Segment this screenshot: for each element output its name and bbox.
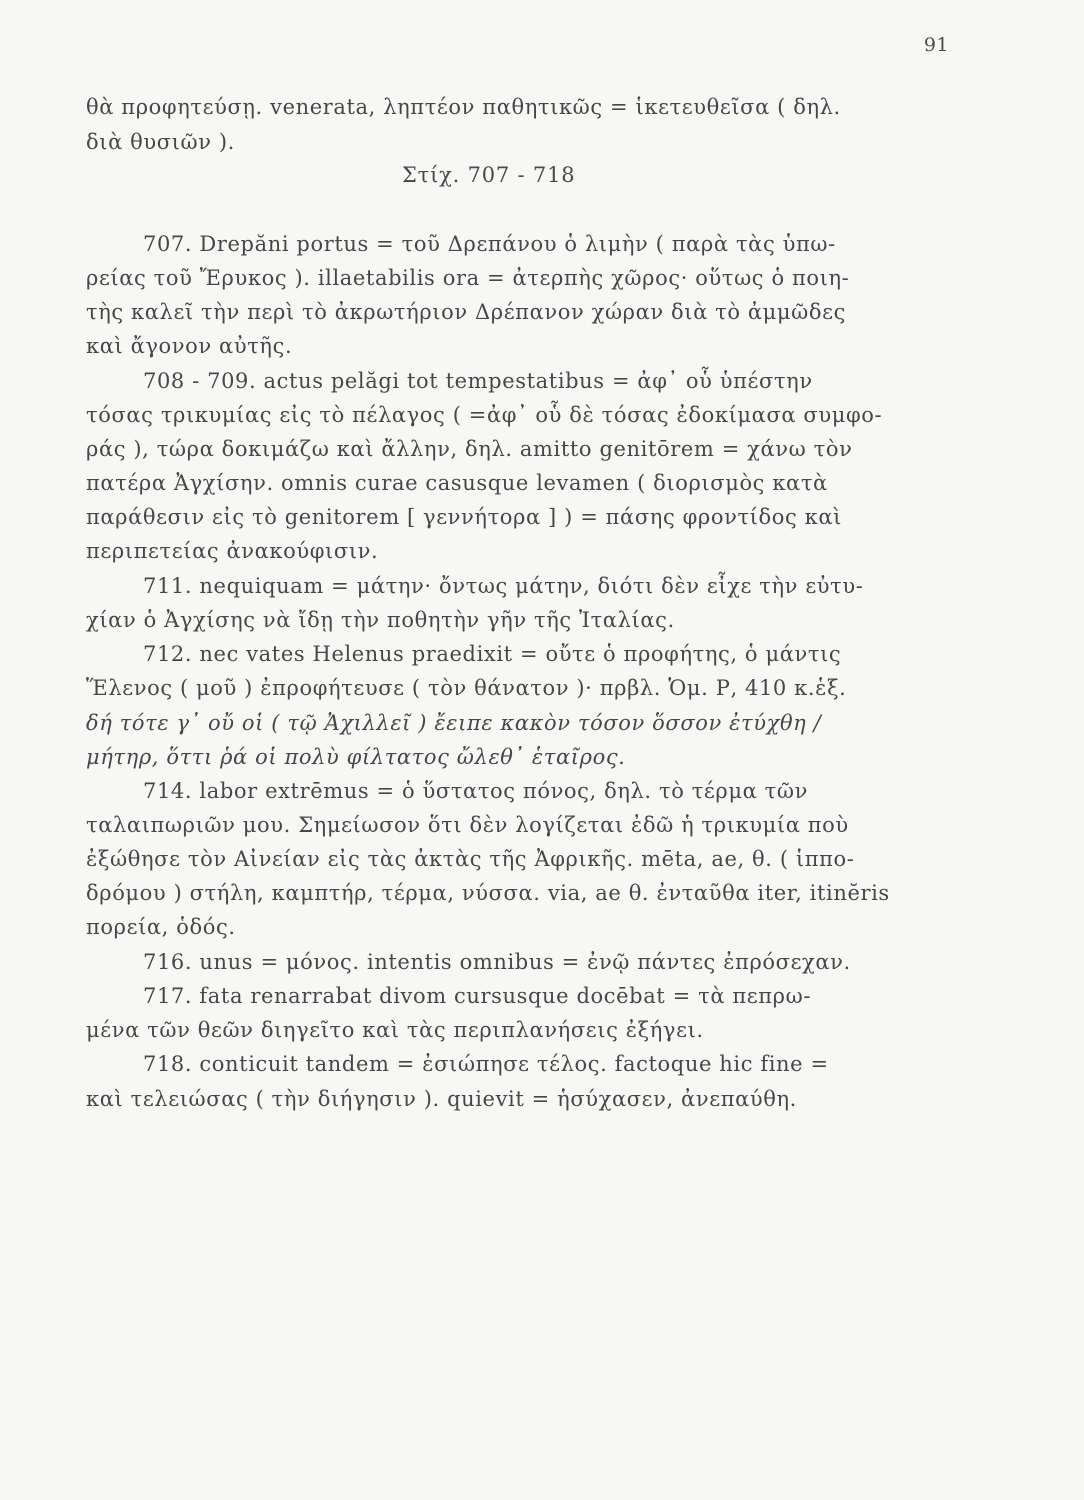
text-line: περιπετείας ἀνακούφισιν. [86,539,379,563]
text-line: 712. nec vates Helenus praedixit = οὔτε ὁ προφήτης, ὁ μάντις [143,642,842,666]
quotation-line: μήτηρ, ὅττι ῥά οἱ πολὺ φίλτατος ὤλεθ᾽ ἑταῖρος. [86,745,626,769]
text-line: θὰ προφητεύσῃ. venerata, ληπτέον παθητικῶς = ἱκετευθεῖσα ( δηλ. [86,95,841,119]
text-line: ταλαιπωριῶν μου. Σημείωσον ὅτι δὲν λογίζεται ἐδῶ ἡ τρικυμία ποὺ [86,813,849,837]
text-line: παράθεσιν εἰς τὸ genitorem [ γεννήτορα ] ) = πάσης φροντίδος καὶ [86,505,842,529]
page-number: 91 [923,34,949,56]
text-line: διὰ θυσιῶν ). [86,130,235,154]
text-line: ρείας τοῦ Ἔρυκος ). illaetabilis ora = ἀτερπὴς χῶρος· οὕτως ὁ ποιη- [86,266,850,290]
text-line: 714. labor extrēmus = ὁ ὕστατος πόνος, δηλ. τὸ τέρμα τῶν [143,779,808,803]
text-line: καὶ τελειώσας ( τὴν διήγησιν ). quievit = ἡσύχασεν, ἀνεπαύθη. [86,1087,797,1111]
text-line: 718. conticuit tandem = ἐσιώπησε τέλος. factoque hic fine = [143,1052,829,1076]
text-line: τόσας τρικυμίας εἰς τὸ πέλαγος ( =ἀφ᾽ οὗ δὲ τόσας ἐδοκίμασα συμφο- [86,403,883,427]
text-line: 716. unus = μόνος. intentis omnibus = ἐνῷ πάντες ἐπρόσεχαν. [143,950,851,974]
section-title: Στίχ. 707 - 718 [402,163,576,187]
text-line: μένα τῶν θεῶν διηγεῖτο καὶ τὰς περιπλανήσεις ἐξήγει. [86,1018,704,1042]
text-line: τὴς καλεῖ τὴν περὶ τὸ ἀκρωτήριον Δρέπανον χώραν διὰ τὸ ἀμμῶδες [86,300,846,324]
text-line: Ἕλενος ( μοῦ ) ἐπροφήτευσε ( τὸν θάνατον )· πρβλ. Ὁμ. Ρ, 410 κ.ἑξ. [86,676,847,700]
text-line: καὶ ἄγονον αὐτῆς. [86,334,293,358]
quotation-line: δή τότε γ᾽ οὔ οἱ ( τῷ Ἀχιλλεῖ ) ἔειπε κακὸν τόσον ὅσσον ἐτύχθη / [86,711,822,735]
text-line: πορεία, ὁδός. [86,915,236,939]
text-line: χίαν ὁ Ἀγχίσης νὰ ἴδῃ τὴν ποθητὴν γῆν τῆς Ἰταλίας. [86,608,675,632]
text-line: 711. nequiquam = μάτην· ὄντως μάτην, διότι δὲν εἶχε τὴν εὐτυ- [143,574,864,598]
text-line: 717. fata renarrabat divom cursusque docēbat = τὰ πεπρω- [143,984,812,1008]
text-line: 707. Drepăni portus = τοῦ Δρεπάνου ὁ λιμὴν ( παρὰ τὰς ὑπω- [143,232,836,256]
text-line: δρόμου ) στήλη, καμπτήρ, τέρμα, νύσσα. via, ae θ. ἐνταῦθα iter, itinĕris [86,881,890,905]
text-line: ράς ), τώρα δοκιμάζω καὶ ἄλλην, δηλ. amitto genitōrem = χάνω τὸν [86,437,853,461]
text-line: ἐξώθησε τὸν Αἰνείαν εἰς τὰς ἀκτὰς τῆς Ἀφρικῆς. mēta, ae, θ. ( ἱππο- [86,847,855,871]
text-line: πατέρα Ἀγχίσην. omnis curae casusque levamen ( διορισμὸς κατὰ [86,471,828,495]
text-line: 708 - 709. actus pelăgi tot tempestatibus = ἀφ᾽ οὗ ὑπέστην [143,369,813,393]
